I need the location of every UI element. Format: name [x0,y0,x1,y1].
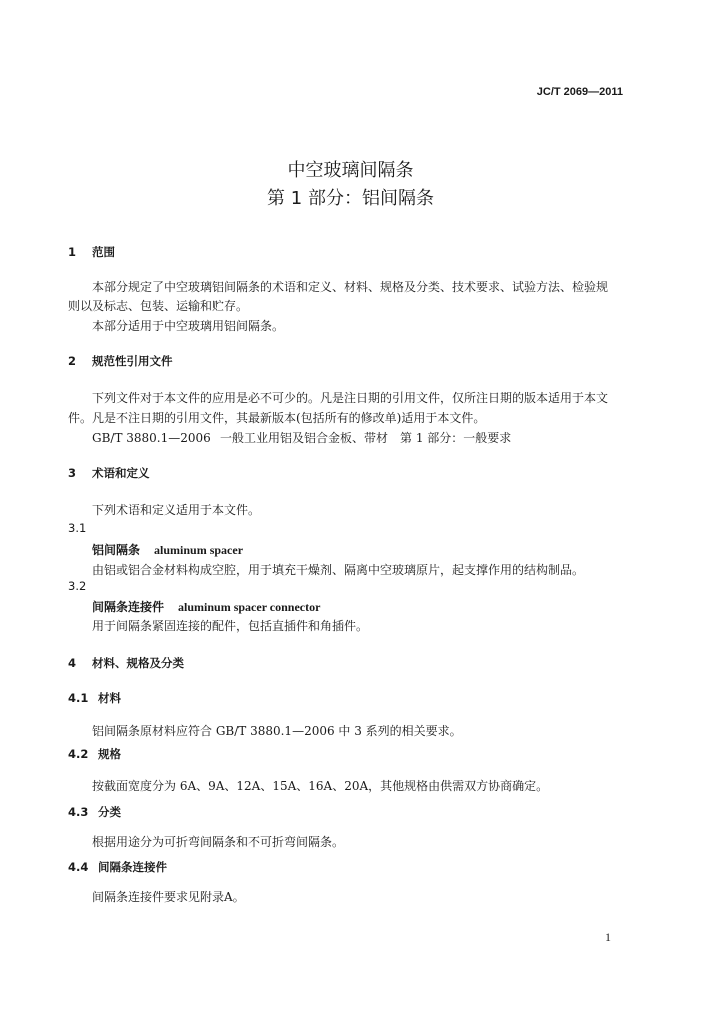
subsection-title: 规格 [98,747,121,761]
section-heading-2 [68,353,173,369]
subsection-number: 4.3 [68,805,89,819]
reference-title: 一般工业用铝及铝合金板、带材 第 1 部分：一般要求 [220,431,512,445]
paragraph: 根据用途分为可折弯间隔条和不可折弯间隔条。 [92,835,345,849]
subsection-title: 材料 [98,691,121,705]
term-entry [92,598,320,615]
subsection-heading-4-1 [68,690,121,706]
reference-code: GB/T 3880.1—2006 [92,431,211,445]
paragraph: 本部分适用于中空玻璃用铝间隔条。 [92,319,285,333]
section-heading-4 [68,655,184,671]
section-heading-3 [68,465,150,481]
section-title: 术语和定义 [92,466,150,480]
term-number: 3.2 [68,579,87,593]
subsection-title: 间隔条连接件 [98,860,167,874]
section-heading-1 [68,244,115,260]
term-definition: 由铝或铝合金材料构成空腔，用于填充干燥剂、隔离中空玻璃原片，起支撑作用的结构制品。 [92,563,585,577]
paragraph: 间隔条连接件要求见附录A。 [92,890,245,904]
subsection-title: 分类 [98,805,121,819]
subsection-heading-4-4 [68,859,167,875]
document-title: 中空玻璃间隔条 [287,160,414,181]
subsection-number: 4.4 [68,860,89,874]
section-title: 材料、规格及分类 [92,656,184,670]
term-english: aluminum spacer [154,543,244,557]
subsection-heading-4-2 [68,746,121,762]
page-number: 1 [605,930,611,944]
paragraph: 本部分规定了中空玻璃铝间隔条的术语和定义、材料、规格及分类、技术要求、试验方法、检验规 [92,280,609,294]
term-entry [92,541,243,558]
subsection-heading-4-3 [68,804,121,820]
section-number: 4 [68,656,77,670]
subsection-number: 4.2 [68,747,89,761]
section-title: 范围 [92,245,115,259]
section-number: 2 [68,354,77,368]
paragraph: 件。凡是不注日期的引用文件，其最新版本(包括所有的修改单)适用于本文件。 [68,411,486,425]
paragraph: 铝间隔条原材料应符合 GB/T 3880.1—2006 中 3 系列的相关要求。 [92,724,462,738]
section-number: 3 [68,466,77,480]
paragraph: 下列文件对于本文件的应用是必不可少的。凡是注日期的引用文件，仅所注日期的版本适用于本文 [92,391,609,405]
term-chinese: 间隔条连接件 [92,600,165,614]
term-english: aluminum spacer connector [178,600,321,614]
standard-code: JC/T 2069—2011 [536,86,623,98]
section-number: 1 [68,245,77,259]
subsection-number: 4.1 [68,691,89,705]
normative-reference [92,429,511,446]
paragraph: 则以及标志、包装、运输和贮存。 [68,299,249,313]
paragraph: 按截面宽度分为 6A、9A、12A、15A、16A、20A，其他规格由供需双方协商确定。 [92,779,549,793]
paragraph: 下列术语和定义适用于本文件。 [92,503,261,517]
section-title: 规范性引用文件 [92,354,173,368]
term-chinese: 铝间隔条 [92,543,141,557]
term-number: 3.1 [68,521,87,535]
term-definition: 用于间隔条紧固连接的配件，包括直插件和角插件。 [92,619,369,633]
document-subtitle: 第 1 部分：铝间隔条 [267,188,434,209]
